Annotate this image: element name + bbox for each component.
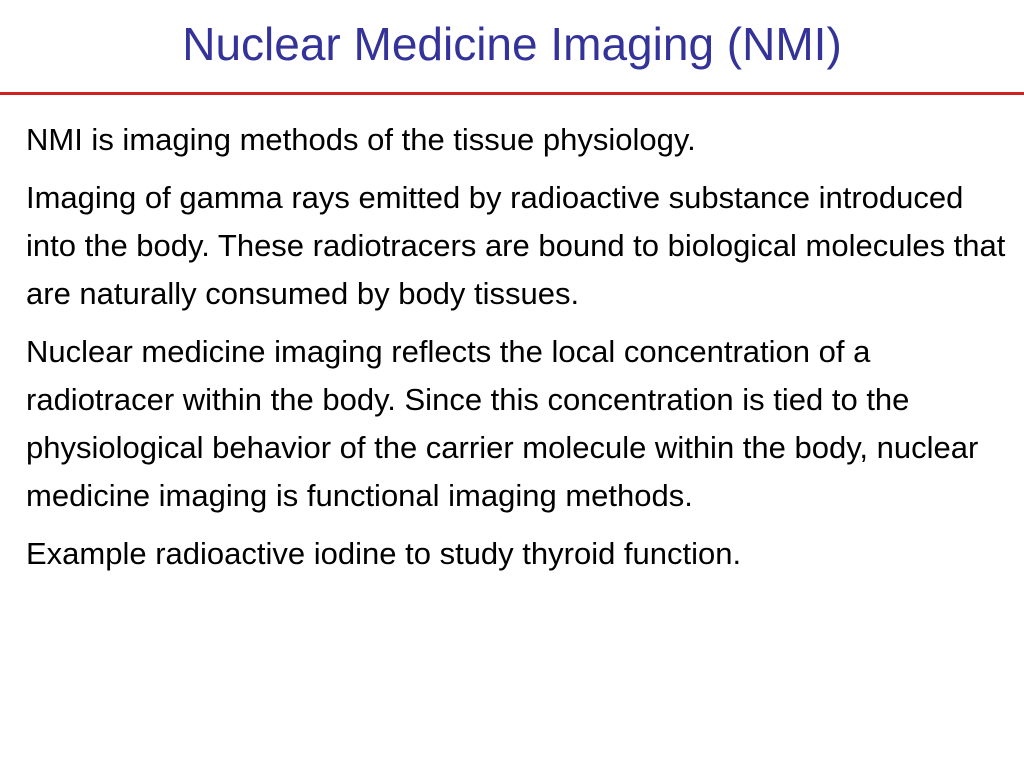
slide-title: Nuclear Medicine Imaging (NMI) <box>182 18 842 70</box>
paragraph-example: Example radioactive iodine to study thyroid function. <box>26 536 742 571</box>
slide-body <box>26 116 1011 588</box>
paragraph-gamma-imaging: Imaging of gamma rays emitted by radioactive substance introduced into the body. These radiotracers are bound to biological molecules that are naturally consumed by body tissues. <box>26 180 1006 311</box>
title-divider <box>0 92 1024 95</box>
paragraph-definition: NMI is imaging methods of the tissue physiology. <box>26 122 696 157</box>
paragraph-radiotracer-concentration: Nuclear medicine imaging reflects the local concentration of a radiotracer within the body. Since this concentration is tied to the physiological behavior of the carrier molecule within the body, nuclear medicine imaging is functional imaging methods. <box>26 334 979 513</box>
